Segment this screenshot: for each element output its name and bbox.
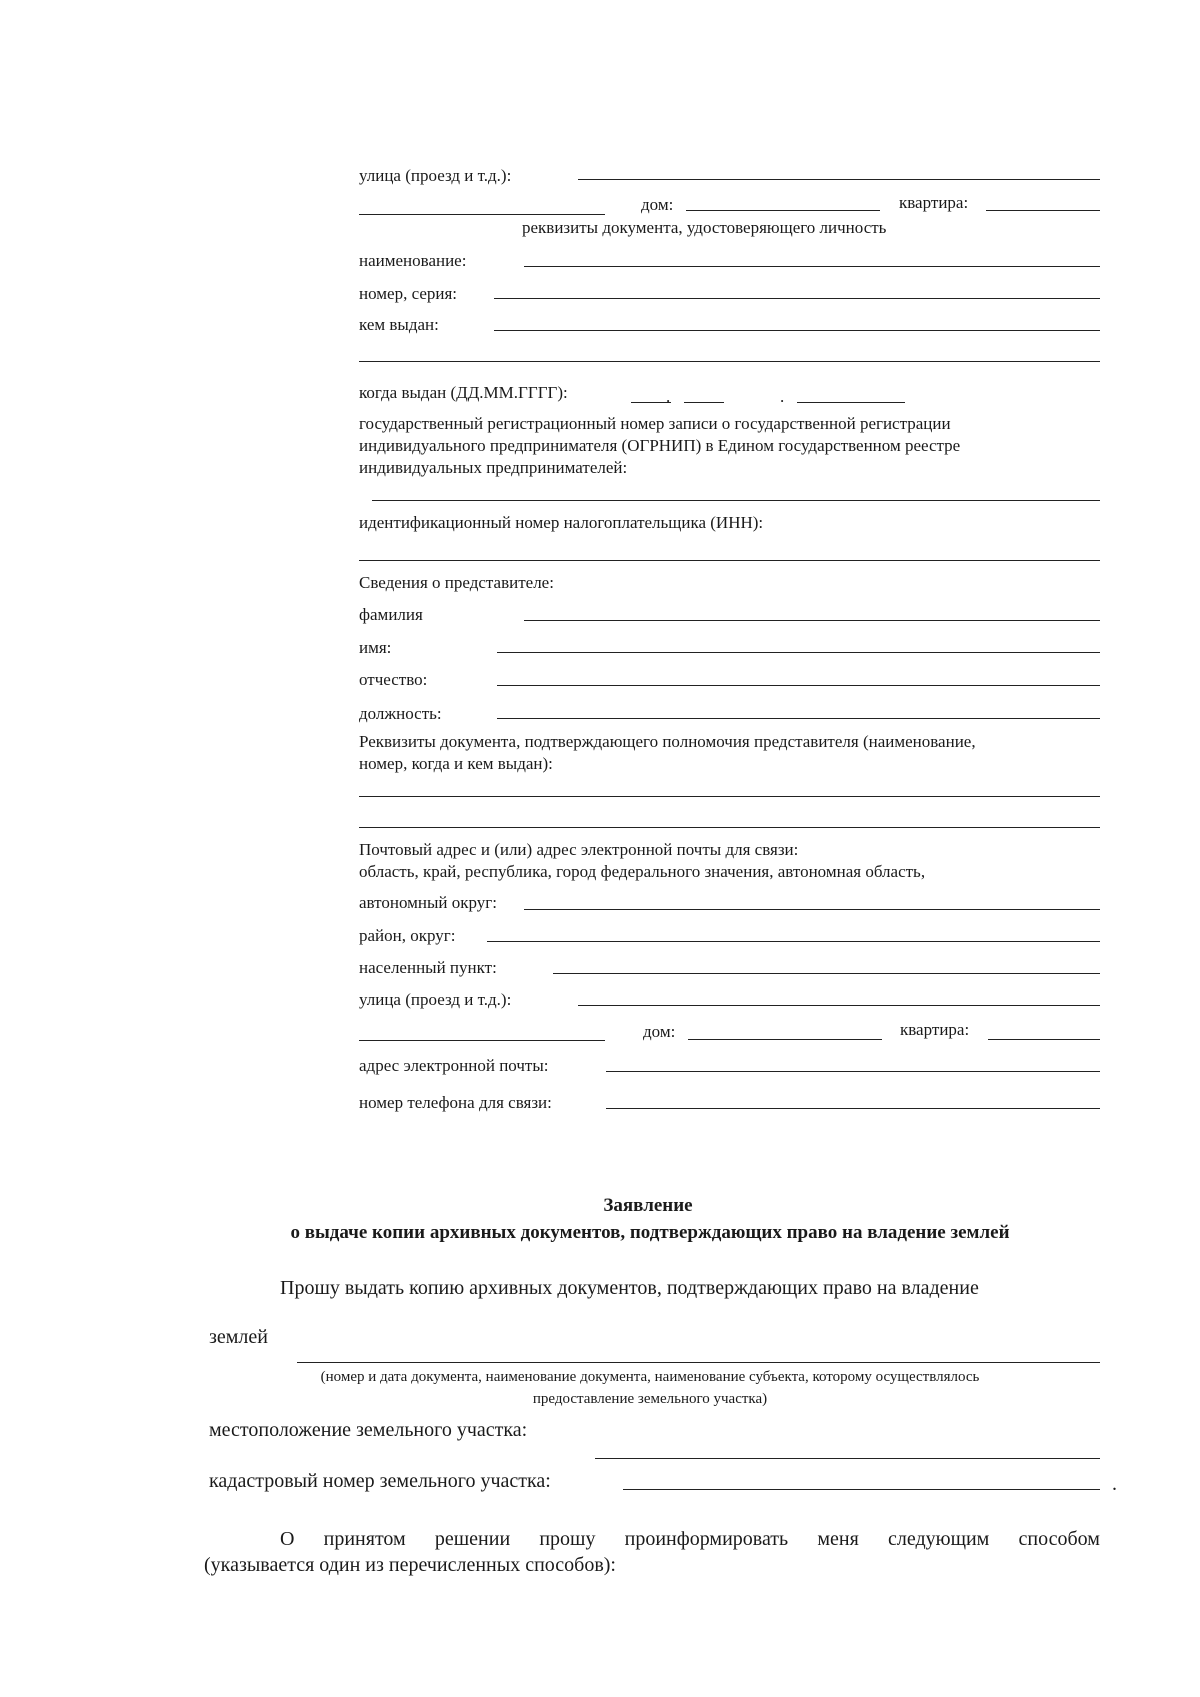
land-location-label: местоположение земельного участка: xyxy=(209,1419,528,1441)
document-hint-line-2: предоставление земельного участка) xyxy=(532,1391,768,1407)
email-field[interactable] xyxy=(606,1071,1100,1072)
contact-house-field[interactable] xyxy=(688,1039,882,1040)
date-separator: . xyxy=(666,387,671,406)
contact-street-continuation-field[interactable] xyxy=(359,1040,605,1041)
surname-field[interactable] xyxy=(524,620,1100,621)
contact-apartment-field[interactable] xyxy=(988,1039,1100,1040)
id-doc-heading: реквизиты документа, удостоверяющего личность xyxy=(522,218,887,237)
locality-label: населенный пункт: xyxy=(359,958,497,977)
authority-doc-field[interactable] xyxy=(359,796,1100,797)
street-continuation-field[interactable] xyxy=(359,214,605,215)
email-label: адрес электронной почты: xyxy=(359,1056,549,1075)
autonomous-okrug-label: автономный округ: xyxy=(359,893,497,912)
contact-street-label: улица (проезд и т.д.): xyxy=(359,990,512,1009)
position-field[interactable] xyxy=(497,718,1100,719)
inn-label: идентификационный номер налогоплательщика (ИНН): xyxy=(359,513,764,532)
district-field[interactable] xyxy=(487,941,1100,942)
patronymic-label: отчество: xyxy=(359,670,428,689)
autonomous-okrug-field[interactable] xyxy=(524,909,1100,910)
contact-heading: Почтовый адрес и (или) адрес электронной почты для связи: xyxy=(359,840,799,859)
decision-word: решении xyxy=(434,1528,511,1550)
decision-word: О xyxy=(280,1528,295,1550)
district-label: район, округ: xyxy=(359,926,456,945)
contact-street-field[interactable] xyxy=(578,1005,1100,1006)
decision-word: способом xyxy=(1018,1528,1100,1550)
house-field[interactable] xyxy=(686,210,880,211)
decision-word: проинформировать xyxy=(624,1528,789,1550)
ogrnip-text-line-2: индивидуального предпринимателя (ОГРНИП) в Едином государственном реестре xyxy=(359,436,961,455)
issue-date-month-field[interactable] xyxy=(684,402,724,403)
decision-word: меня xyxy=(817,1528,859,1550)
ogrnip-text-line-3: индивидуальных предпринимателей: xyxy=(359,458,628,477)
phone-field[interactable] xyxy=(606,1108,1100,1109)
house-label: дом: xyxy=(641,195,674,214)
contact-house-label: дом: xyxy=(643,1022,676,1041)
document-hint-line-1: (номер и дата документа, наименование документа, наименование субъекта, которому осуществлялось xyxy=(320,1369,980,1385)
region-text: область, край, республика, город федерального значения, автономная область, xyxy=(359,862,926,881)
ogrnip-text-line-1: государственный регистрационный номер записи о государственной регистрации xyxy=(359,414,951,433)
street-field[interactable] xyxy=(578,179,1100,180)
surname-label: фамилия xyxy=(359,605,423,624)
cadastral-end-dot: . xyxy=(1112,1473,1117,1495)
phone-label: номер телефона для связи: xyxy=(359,1093,552,1112)
representative-heading: Сведения о представителе: xyxy=(359,573,554,592)
decision-text xyxy=(280,1527,1100,1551)
request-text: Прошу выдать копию архивных документов, подтверждающих право на владение xyxy=(280,1277,979,1299)
apartment-field[interactable] xyxy=(986,210,1100,211)
cadastral-number-label: кадастровый номер земельного участка: xyxy=(209,1470,551,1492)
apartment-label: квартира: xyxy=(899,193,969,212)
position-label: должность: xyxy=(359,704,442,723)
request-text-line-2: землей xyxy=(209,1326,268,1348)
inn-field[interactable] xyxy=(359,560,1100,561)
land-location-field[interactable] xyxy=(595,1458,1100,1459)
date-separator: . xyxy=(780,387,785,406)
first-name-label: имя: xyxy=(359,638,392,657)
application-subtitle: о выдаче копии архивных документов, подтверждающих право на владение землей xyxy=(290,1222,1010,1243)
id-doc-name-field[interactable] xyxy=(524,266,1100,267)
number-series-label: номер, серия: xyxy=(359,284,458,303)
id-doc-name-label: наименование: xyxy=(359,251,467,270)
issued-by-continuation-field[interactable] xyxy=(359,361,1100,362)
cadastral-number-field[interactable] xyxy=(623,1489,1100,1490)
issue-date-year-field[interactable] xyxy=(797,402,905,403)
ogrnip-field[interactable] xyxy=(372,500,1100,501)
decision-word: следующим xyxy=(887,1528,990,1550)
authority-doc-text-line-1: Реквизиты документа, подтверждающего полномочия представителя (наименование, xyxy=(359,732,976,751)
locality-field[interactable] xyxy=(553,973,1100,974)
issued-by-field[interactable] xyxy=(494,330,1100,331)
number-series-field[interactable] xyxy=(494,298,1100,299)
decision-text-line-2: (указывается один из перечисленных способов): xyxy=(204,1554,616,1576)
first-name-field[interactable] xyxy=(497,652,1100,653)
authority-doc-text-line-2: номер, когда и кем выдан): xyxy=(359,754,553,773)
contact-apartment-label: квартира: xyxy=(900,1020,970,1039)
patronymic-field[interactable] xyxy=(497,685,1100,686)
decision-word: прошу xyxy=(539,1528,596,1550)
issued-by-label: кем выдан: xyxy=(359,315,439,334)
issue-date-day-field[interactable] xyxy=(631,402,671,403)
decision-word: принятом xyxy=(323,1528,406,1550)
issue-date-label: когда выдан (ДД.ММ.ГГГГ): xyxy=(359,383,568,402)
authority-doc-continuation-field[interactable] xyxy=(359,827,1100,828)
archive-document-field[interactable] xyxy=(297,1362,1100,1363)
application-title: Заявление xyxy=(603,1195,693,1216)
street-label: улица (проезд и т.д.): xyxy=(359,166,512,185)
